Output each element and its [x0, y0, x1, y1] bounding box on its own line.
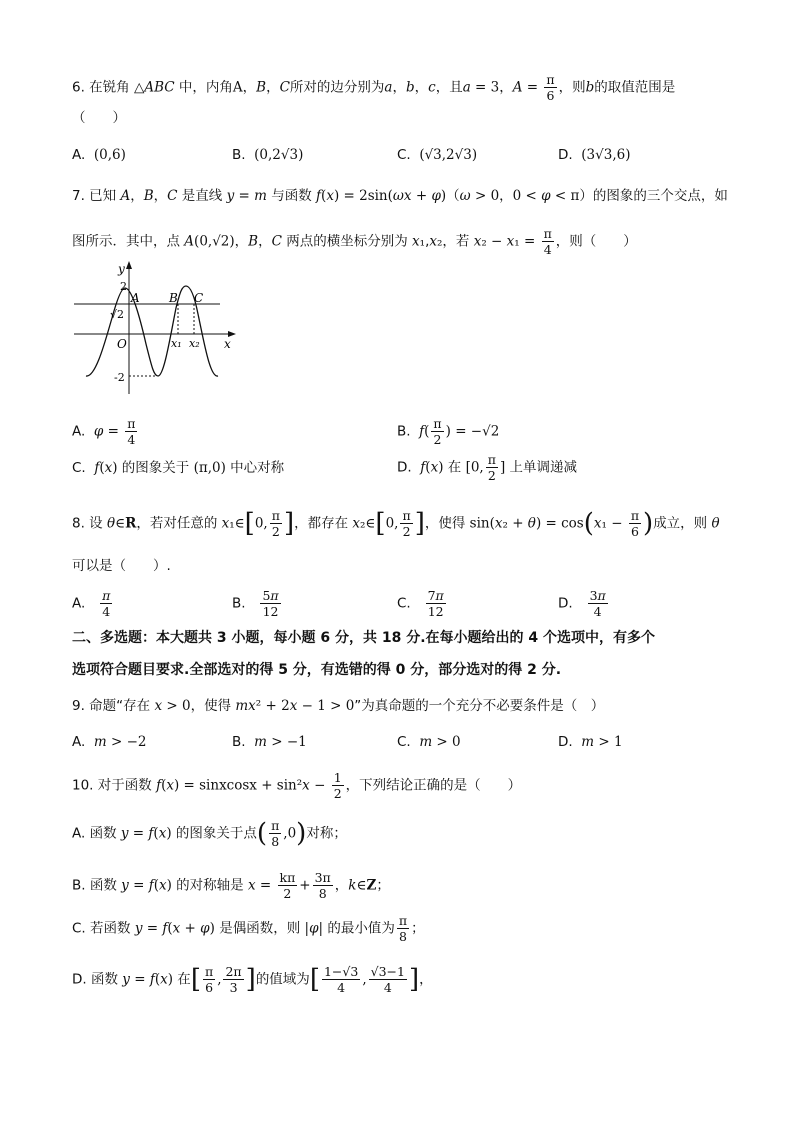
- svg-text:x: x: [224, 337, 231, 351]
- q8-option-a[interactable]: A. $\frac{\pi}{4}$: [72, 588, 111, 619]
- svg-text:B: B: [169, 291, 178, 305]
- q6-option-a[interactable]: A. (0,6): [72, 147, 126, 163]
- svg-text:x₁: x₁: [171, 337, 182, 350]
- q6-option-d[interactable]: D. (3√3,6): [558, 147, 631, 163]
- q7-stem-line1: 7. 已知 A，B，C 是直线 y = m 与函数 f(x) = 2sin(ωx + φ)（ω > 0，0 < φ < π）的图象的三个交点，如: [72, 188, 728, 204]
- svg-text:√2: √2: [110, 308, 125, 321]
- q7-option-d[interactable]: D. f(x) 在 [0, $\frac{\pi}{2}$ ] 上单调递减: [397, 452, 578, 483]
- q7-stem-line2: 图所示．其中，点 A(0,√2)，B，C 两点的横坐标分别为 x₁,x₂，若 x₂ − x₁ = $\frac{\pi}{4}$ ，则（ ）: [72, 226, 637, 257]
- q8-option-b[interactable]: B. $\frac{5\pi}{12}$: [232, 588, 279, 619]
- svg-text:y: y: [118, 262, 125, 276]
- q6-stem: 6. 在锐角 △ABC 中，内角A，B，C所对的边分别为a，b，c，且a = 3，A = $\frac{\pi}{6}$ ，则b的取值范围是: [72, 72, 676, 103]
- q9-option-c[interactable]: C. m > 0: [397, 734, 461, 750]
- q7-option-b[interactable]: B. f( $\frac{\pi}{2}$ ) = −√2: [397, 416, 500, 447]
- svg-text:-2: -2: [114, 371, 125, 384]
- section2-heading-line1: 二、多选题：本大题共 3 小题，每小题 6 分，共 18 分.在每小题给出的 4 个选项中，有多个: [72, 630, 656, 646]
- q8-option-c[interactable]: C. $\frac{7\pi}{12}$: [397, 588, 444, 619]
- q9-option-d[interactable]: D. m > 1: [558, 734, 623, 750]
- q6-paren: （ ）: [72, 110, 126, 126]
- q9-option-b[interactable]: B. m > −1: [232, 734, 307, 750]
- q9-option-a[interactable]: A. m > −2: [72, 734, 147, 750]
- q10-option-b[interactable]: B. 函数 y = f(x) 的对称轴是 x = $\frac{k\pi}{2}$ + $\frac{3\pi}{8}$ ，k∈Z；: [72, 870, 390, 901]
- q10-option-d[interactable]: D. 函数 y = f(x) 在[ $\frac{\pi}{6}$ , $\frac{2\pi}{3}$ ]的值域为[ $\frac{1-√3}{4}$ , $\frac{√3-1}{4}$ ]，: [72, 964, 433, 995]
- svg-text:2: 2: [120, 280, 127, 293]
- svg-text:C: C: [194, 291, 204, 305]
- q6-option-b[interactable]: B. (0,2√3): [232, 147, 304, 163]
- q10-option-a[interactable]: A. 函数 y = f(x) 的图象关于点( $\frac{\pi}{8}$ ,0)对称；: [72, 818, 347, 849]
- svg-text:O: O: [117, 337, 127, 351]
- q7-option-a[interactable]: A. φ = $\frac{\pi}{4}$: [72, 416, 136, 447]
- q8-option-d[interactable]: D. $\frac{3\pi}{4}$: [558, 588, 606, 619]
- q10-option-c[interactable]: C. 若函数 y = f(x + φ) 是偶函数，则 |φ| 的最小值为 $\frac{\pi}{8}$ ；: [72, 913, 425, 944]
- q7-option-c[interactable]: C. f(x) 的图象关于 (π,0) 中心对称: [72, 460, 285, 476]
- q8-stem-line2: 可以是（ ）.: [72, 558, 171, 574]
- svg-text:x₂: x₂: [189, 337, 200, 350]
- q6-option-c[interactable]: C. (√3,2√3): [397, 147, 478, 163]
- q10-stem: 10. 对于函数 f(x) = sinxcosx + sin²x − $\frac{1}{2}$ ，下列结论正确的是（ ）: [72, 770, 522, 801]
- section2-heading-line2: 选项符合题目要求.全部选对的得 5 分，有选错的得 0 分，部分选对的得 2 分.: [72, 662, 562, 678]
- q8-stem-line1: 8. 设 θ∈R，若对任意的 x₁∈[0, $\frac{\pi}{2}$ ]，都存在 x₂∈[0, $\frac{\pi}{2}$ ]，使得 sin(x₂ + θ) = cos(x₁ − $\frac{\pi}{6}$ )成立，则 θ: [72, 508, 720, 539]
- q7-sine-graph: [72, 258, 242, 398]
- svg-text:A: A: [131, 291, 140, 305]
- q9-stem: 9. 命题“存在 x > 0，使得 mx² + 2x − 1 > 0”为真命题的一个充分不必要条件是（ ）: [72, 698, 605, 714]
